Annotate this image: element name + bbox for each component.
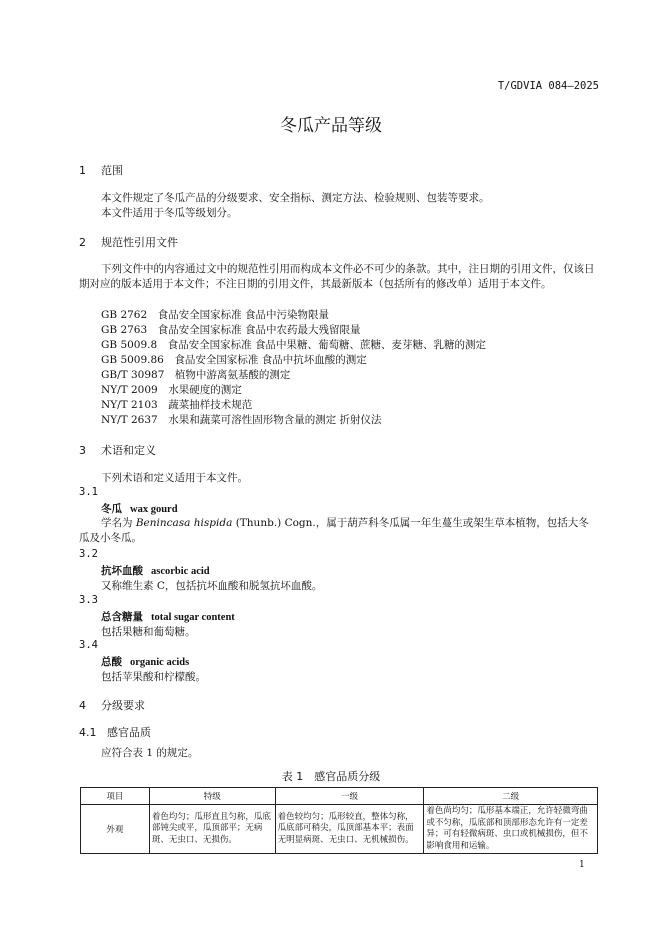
table-header-cell: 项目 — [81, 788, 150, 805]
table-caption: 表 1 感官品质分级 — [281, 770, 381, 783]
term-chinese: 冬瓜 — [101, 503, 122, 515]
section-number: 1 — [79, 164, 86, 177]
scope-paragraph-1: 本文件规定了冬瓜产品的分级要求、安全指标、测定方法、检验规则、包装等要求。 — [101, 192, 490, 204]
term-chinese: 总酸 — [101, 656, 122, 668]
table-row-label: 外观 — [81, 805, 150, 854]
term-definition: 包括果糖和葡萄糖。 — [101, 626, 196, 638]
term-number: 3.4 — [79, 639, 98, 651]
sensory-grade-table — [80, 787, 598, 854]
term-definition — [79, 516, 599, 546]
table-row — [81, 805, 598, 854]
sensory-paragraph: 应符合表 1 的规定。 — [101, 747, 199, 759]
section-3-heading — [79, 442, 156, 458]
term-english: organic acids — [130, 657, 190, 668]
reference-item: GB 2763 食品安全国家标准 食品中农药最大残留限量 — [101, 324, 361, 336]
standard-code: T/GDVIA 084—2025 — [497, 80, 599, 92]
section-title: 感官品质 — [107, 726, 151, 739]
table-header-cell: 特级 — [149, 788, 275, 805]
table-cell: 着色均匀；瓜形直且匀称，瓜底部钝尖或平，瓜顶部平；无病斑、无虫口、无损伤。 — [149, 805, 275, 854]
section-1-heading — [79, 162, 123, 178]
reference-item: GB 5009.86 食品安全国家标准 食品中抗坏血酸的测定 — [101, 354, 367, 366]
section-title: 分级要求 — [101, 699, 145, 712]
scope-paragraph-2: 本文件适用于冬瓜等级划分。 — [101, 207, 238, 219]
table-header-row — [81, 788, 598, 805]
term-heading — [101, 654, 189, 669]
section-title: 范围 — [101, 164, 123, 177]
reference-item: NY/T 2009 水果硬度的测定 — [101, 384, 242, 396]
section-number: 4.1 — [79, 726, 97, 739]
definition-text: 学名为 — [101, 517, 136, 529]
term-number: 3.2 — [79, 548, 98, 560]
table-header-cell: 二级 — [424, 788, 598, 805]
section-title: 术语和定义 — [101, 444, 156, 457]
term-english: ascorbic acid — [151, 566, 210, 577]
term-number: 3.1 — [79, 486, 98, 498]
section-number: 2 — [79, 236, 86, 249]
section-4-1-heading — [79, 724, 151, 740]
reference-item: NY/T 2103 蔬菜抽样技术规范 — [101, 399, 253, 411]
table-cell: 着色较均匀；瓜形较直，整体匀称，瓜底部可稍尖，瓜顶部基本平；表面无明显病斑、无虫口、无机械损伤。 — [275, 805, 424, 854]
section-2-heading — [79, 234, 178, 250]
reference-item: GB 2762 食品安全国家标准 食品中污染物限量 — [101, 309, 329, 321]
table-cell: 着色尚均匀；瓜形基本端正，允许轻微弯曲或不匀称，瓜底部和顶部形态允许有一定差异；可有轻微病斑、虫口或机械损伤，但不影响食用和运输。 — [424, 805, 598, 854]
term-definition: 包括苹果酸和柠檬酸。 — [101, 671, 206, 683]
term-chinese: 总含糖量 — [101, 611, 143, 623]
reference-item: GB 5009.8 食品安全国家标准 食品中果糖、葡萄糖、蔗糖、麦芽糖、乳糖的测定 — [101, 339, 487, 351]
term-english: total sugar content — [151, 612, 235, 623]
section-title: 规范性引用文件 — [101, 236, 178, 249]
section-4-heading — [79, 697, 145, 713]
latin-name: Benincasa hispida — [135, 517, 233, 529]
term-number: 3.3 — [79, 594, 98, 606]
references-intro: 下列文件中的内容通过文中的规范性引用而构成本文件必不可少的条款。其中，注日期的引用文件，仅该日期对应的版本适用于本文件；不注日期的引用文件，其最新版本（包括所有的修改单）适用于本文件。 — [79, 263, 595, 290]
definition-text: (Thunb.) Cogn.，属于葫芦科冬瓜属一年生蔓生或架生草本植物，包括大冬瓜及小冬瓜。 — [79, 517, 589, 544]
term-heading — [101, 501, 178, 516]
terms-intro: 下列术语和定义适用于本文件。 — [101, 472, 248, 484]
table-header-cell: 一级 — [275, 788, 424, 805]
section-number: 4 — [79, 699, 86, 712]
term-english: wax gourd — [130, 504, 178, 515]
term-chinese: 抗坏血酸 — [101, 565, 143, 577]
section-number: 3 — [79, 444, 86, 457]
term-definition: 又称维生素 C，包括抗坏血酸和脱氢抗坏血酸。 — [101, 580, 323, 592]
term-heading — [101, 609, 235, 624]
reference-item: NY/T 2637 水果和蔬菜可溶性固形物含量的测定 折射仪法 — [101, 414, 382, 426]
page-number: 1 — [579, 860, 585, 870]
document-title: 冬瓜产品等级 — [280, 116, 382, 136]
reference-item: GB/T 30987 植物中游离氨基酸的测定 — [101, 369, 291, 381]
term-heading — [101, 563, 210, 578]
